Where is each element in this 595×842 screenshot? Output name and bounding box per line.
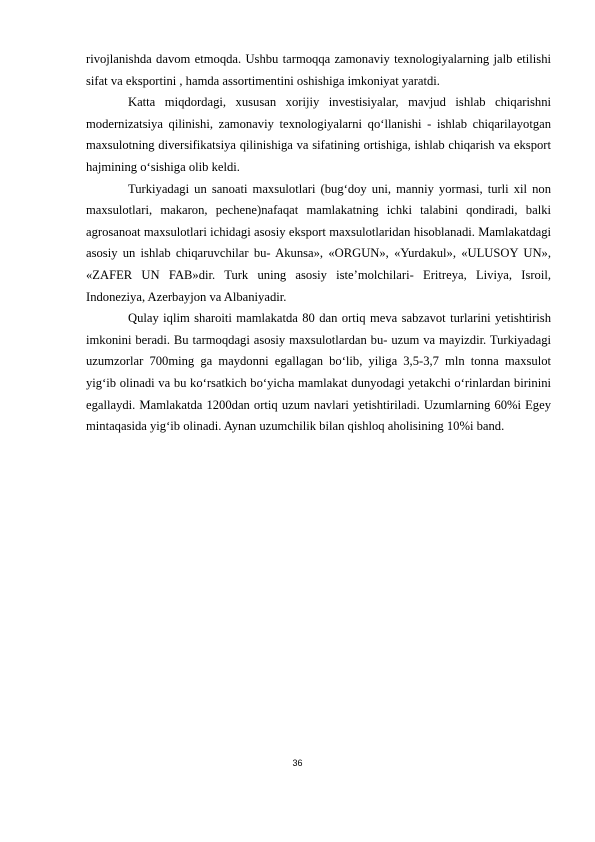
body-text	[86, 49, 551, 438]
paragraph-continuation: rivojlanishda davom etmoqda. Ushbu tarmoqqa zamonaviy texnologiyalarning jalb etilishi sifat va eksportini , hamda assortimentini oshishiga imkoniyat yaratdi.	[86, 52, 551, 88]
paragraph-flour-industry: Turkiyadagi un sanoati maxsulotlari (bug‘doy uni, manniy yormasi, turli xil non maxsulotlari, makaron, pechene)nafaqat mamlakatning ichki talabini qondiradi, balki agrosanoat maxsulotlari ichidagi asosiy eksport maxsulotlaridan hisoblanadi. Mamlakatdagi asosiy un ishlab chiqaruvchilar bu- Akunsa», «ORGUN», «Yurdakul», «ULUSOY UN», «ZAFER UN FAB»dir. Turk uning asosiy iste’molchilari- Eritreya, Liviya, Isroil, Indoneziya, Azerbayjon va Albaniyadir.	[86, 181, 551, 304]
page-number: 36	[292, 758, 303, 768]
paragraph-investments: Katta miqdordagi, xususan xorijiy investisiyalar, mavjud ishlab chiqarishni modernizatsiya qilinishi, zamonaviy texnologiyalarni qo‘llanishi - ishlab chiqarilayotgan maxsulotning diversifikatsiya qilinishiga va sifatining ortishiga, ishlab chiqarish va eksport hajmining o‘sishiga olib keldi.	[86, 95, 551, 174]
paragraph-grapes: Qulay iqlim sharoiti mamlakatda 80 dan ortiq meva sabzavot turlarini yetishtirish imkonini beradi. Bu tarmoqdagi asosiy maxsulotlardan bu- uzum va mayizdir. Turkiyadagi uzumzorlar 700ming ga maydonni egallagan bo‘lib, yiliga 3,5-3,7 mln tonna maxsulot yig‘ib olinadi va bu ko‘rsatkich bo‘yicha mamlakat dunyodagi yetakchi o‘rinlardan birinini egallaydi. Mamlakatda 1200dan ortiq uzum navlari yetishtiriladi. Uzumlarning 60%i Egey mintaqasida yig‘ib olinadi. Aynan uzumchilik bilan qishloq aholisining 10%i band.	[86, 311, 551, 434]
